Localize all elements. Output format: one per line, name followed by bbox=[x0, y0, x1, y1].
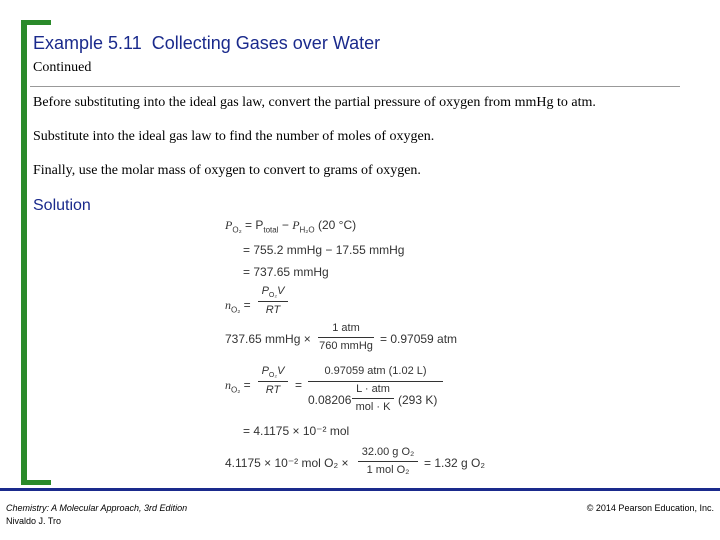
eq-gas-constant: 0.08206 bbox=[308, 393, 352, 407]
fraction-line bbox=[352, 398, 394, 399]
footer-book: Chemistry: A Molecular Approach, 3rd Edition bbox=[6, 503, 188, 513]
eq-temperature: (293 K) bbox=[398, 393, 438, 407]
equals-sign: = bbox=[295, 378, 303, 392]
eq-convert-lead: 737.65 mmHg × bbox=[225, 332, 311, 346]
eq-convert-result: = 0.97059 atm bbox=[380, 332, 458, 346]
footer-copyright: © 2014 Pearson Education, Inc. bbox=[586, 503, 714, 513]
eq-partial-pressure: $P_{O_2} = P_{total} - P_{H_2O}$ (20 °C) bbox=[225, 218, 357, 235]
eq-subtract: = 755.2 mmHg − 17.55 mmHg bbox=[243, 243, 405, 257]
eq-mass-numerator: 32.00 g O₂ bbox=[361, 446, 415, 458]
instruction-molar-mass: Finally, use the molar mass of oxygen to convert to grams of oxygen. bbox=[33, 163, 421, 178]
slide-title: Example 5.11 Collecting Gases over Water bbox=[33, 33, 381, 53]
eq-gas-constant-units-num: L · atm bbox=[356, 383, 390, 395]
solution-heading: Solution bbox=[33, 197, 91, 214]
eq-gas-constant-units-den: mol · K bbox=[355, 401, 391, 413]
eq-mass-lead: 4.1175 × 10⁻² mol O₂ × bbox=[225, 456, 349, 470]
fraction-line bbox=[308, 381, 443, 382]
eq-moles-symbol-2: $n_{O_2}$ = bbox=[225, 378, 251, 395]
divider bbox=[30, 86, 680, 87]
eq-convert-numerator: 1 atm bbox=[332, 322, 360, 334]
instruction-ideal-gas: Substitute into the ideal gas law to find the number of moles of oxygen. bbox=[33, 129, 435, 144]
fraction-line bbox=[318, 337, 374, 338]
instruction-convert-pressure: Before substituting into the ideal gas law, convert the partial pressure of oxygen from mmHg to atm. bbox=[33, 95, 596, 110]
eq-moles-sub-numerator: 0.97059 atm (1.02 L) bbox=[324, 365, 427, 377]
eq-moles-numerator: $P_{O_2}V$ bbox=[261, 285, 285, 300]
eq-pressure-result: = 737.65 mmHg bbox=[243, 265, 329, 279]
eq-convert-denominator: 760 mmHg bbox=[319, 340, 373, 352]
fraction-line bbox=[358, 461, 418, 462]
fraction-line bbox=[258, 301, 288, 302]
continued-label: Continued bbox=[33, 60, 92, 75]
accent-bar-top bbox=[21, 20, 51, 25]
footer-rule bbox=[0, 488, 720, 491]
eq-moles-result: = 4.1175 × 10⁻² mol bbox=[243, 424, 350, 438]
eq-moles-denominator-2: RT bbox=[265, 384, 281, 396]
eq-moles-numerator-2: $P_{O_2}V$ bbox=[261, 365, 285, 380]
accent-bar bbox=[21, 20, 27, 485]
accent-bar-bottom bbox=[21, 480, 51, 485]
footer-author: Nivaldo J. Tro bbox=[6, 516, 62, 526]
eq-moles-denominator: RT bbox=[265, 304, 281, 316]
eq-mass-denominator: 1 mol O₂ bbox=[366, 464, 410, 476]
eq-moles-symbol: $n_{O_2}$ = bbox=[225, 298, 251, 315]
eq-mass-result: = 1.32 g O₂ bbox=[424, 456, 486, 470]
fraction-line bbox=[258, 381, 288, 382]
